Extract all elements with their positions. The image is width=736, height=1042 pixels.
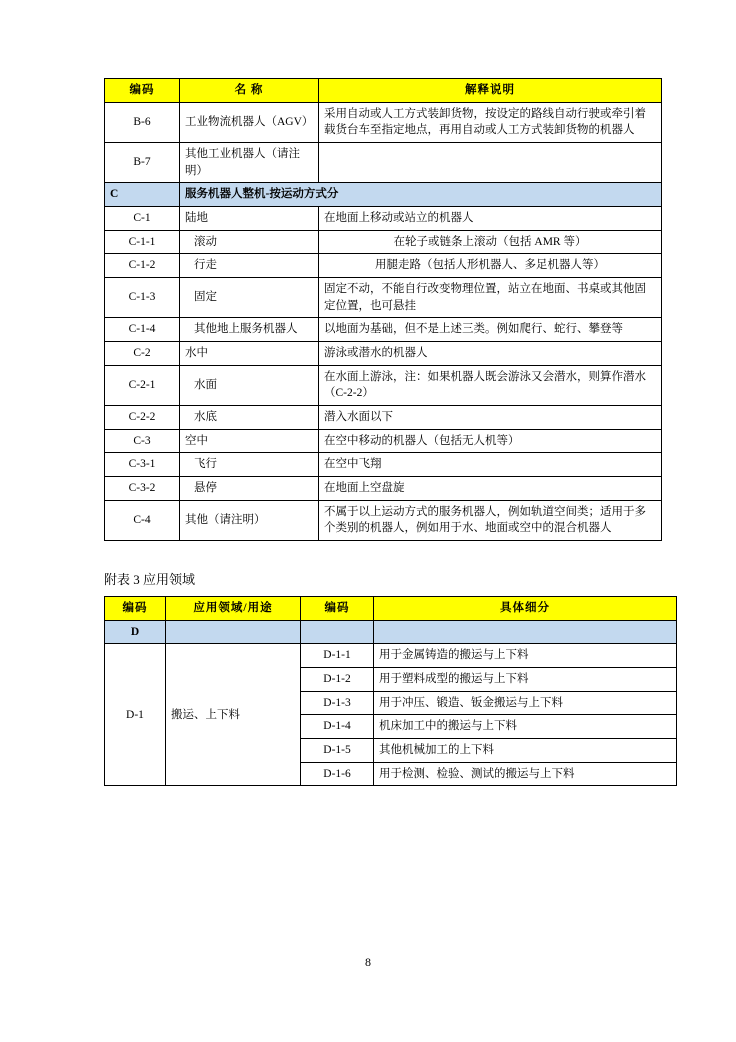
row-name: 空中 [180, 429, 319, 453]
row-description: 在水面上游泳，注：如果机器人既会游泳又会潜水，则算作潜水（C-2-2） [319, 365, 662, 405]
row-description: 在空中飞翔 [319, 453, 662, 477]
header-description: 解释说明 [319, 79, 662, 103]
section-code: C [105, 183, 180, 207]
row-code: C-1-1 [105, 230, 180, 254]
table-body [105, 597, 677, 786]
row-code: C-1-3 [105, 278, 180, 318]
row-code: C-2-1 [105, 365, 180, 405]
row-name: 水底 [180, 406, 319, 430]
table-row [105, 207, 662, 231]
row-name: 固定 [180, 278, 319, 318]
table-header-row [105, 79, 662, 103]
row-description: 在轮子或链条上滚动（包括 AMR 等） [319, 230, 662, 254]
row-detail: 用于检测、检验、测试的搬运与上下料 [374, 762, 677, 786]
group-code: D-1 [105, 644, 166, 786]
row-code: B-7 [105, 143, 180, 183]
table-row [105, 477, 662, 501]
row-detail: 用于金属铸造的搬运与上下料 [374, 644, 677, 668]
table-section-row [105, 183, 662, 207]
table3-caption: 附表 3 应用领域 [104, 572, 196, 588]
section-code: D [105, 620, 166, 644]
section-spacer [104, 541, 632, 569]
row-name: 其他（请注明） [180, 500, 319, 540]
row-subcode: D-1-2 [301, 668, 374, 692]
row-code: C-1-2 [105, 254, 180, 278]
group-area: 搬运、上下料 [166, 644, 301, 786]
row-detail: 用于冲压、锻造、钣金搬运与上下料 [374, 691, 677, 715]
row-name: 滚动 [180, 230, 319, 254]
table-row [105, 230, 662, 254]
row-subcode: D-1-5 [301, 739, 374, 763]
table-row [105, 254, 662, 278]
application-area-table [104, 596, 677, 786]
row-subcode: D-1-6 [301, 762, 374, 786]
row-code: C-1-4 [105, 318, 180, 342]
row-name: 其他地上服务机器人 [180, 318, 319, 342]
row-description: 游泳或潜水的机器人 [319, 342, 662, 366]
row-code: B-6 [105, 102, 180, 142]
row-code: C-3 [105, 429, 180, 453]
table-row [105, 429, 662, 453]
table-row [105, 143, 662, 183]
row-name: 水中 [180, 342, 319, 366]
section-detail [374, 620, 677, 644]
row-code: C-3-2 [105, 477, 180, 501]
row-description: 在地面上移动或站立的机器人 [319, 207, 662, 231]
row-subcode: D-1-1 [301, 644, 374, 668]
row-name: 水面 [180, 365, 319, 405]
robot-motion-type-table [104, 78, 662, 541]
row-name: 飞行 [180, 453, 319, 477]
table-row [105, 342, 662, 366]
table-body [105, 79, 662, 541]
row-code: C-3-1 [105, 453, 180, 477]
header-name: 名 称 [180, 79, 319, 103]
table-row [105, 644, 677, 668]
row-name: 行走 [180, 254, 319, 278]
row-name: 工业物流机器人（AGV） [180, 102, 319, 142]
table-row [105, 453, 662, 477]
row-description: 在地面上空盘旋 [319, 477, 662, 501]
header-subcode: 编码 [301, 597, 374, 621]
row-subcode: D-1-3 [301, 691, 374, 715]
page-number: 8 [365, 955, 371, 969]
table-row [105, 318, 662, 342]
row-name: 悬停 [180, 477, 319, 501]
header-code: 编码 [105, 79, 180, 103]
header-code: 编码 [105, 597, 166, 621]
section-title: 服务机器人整机-按运动方式分 [180, 183, 662, 207]
header-detail: 具体细分 [374, 597, 677, 621]
row-description: 潜入水面以下 [319, 406, 662, 430]
row-detail: 机床加工中的搬运与上下料 [374, 715, 677, 739]
row-code: C-1 [105, 207, 180, 231]
table-row [105, 365, 662, 405]
row-name: 其他工业机器人（请注明） [180, 143, 319, 183]
table-header-row [105, 597, 677, 621]
row-detail: 用于塑料成型的搬运与上下料 [374, 668, 677, 692]
table-row [105, 278, 662, 318]
row-description: 采用自动或人工方式装卸货物，按设定的路线自动行驶或牵引着载货台车至指定地点，再用自动或人工方式装卸货物的机器人 [319, 102, 662, 142]
row-detail: 其他机械加工的上下料 [374, 739, 677, 763]
table-row [105, 102, 662, 142]
header-application-area: 应用领域/用途 [166, 597, 301, 621]
row-description: 在空中移动的机器人（包括无人机等） [319, 429, 662, 453]
row-name: 陆地 [180, 207, 319, 231]
row-description: 以地面为基础，但不是上述三类。例如爬行、蛇行、攀登等 [319, 318, 662, 342]
row-code: C-4 [105, 500, 180, 540]
row-description: 不属于以上运动方式的服务机器人，例如轨道空间类；适用于多个类别的机器人，例如用于水、地面或空中的混合机器人 [319, 500, 662, 540]
table-section-row [105, 620, 677, 644]
row-subcode: D-1-4 [301, 715, 374, 739]
table-row [105, 406, 662, 430]
row-description: 用腿走路（包括人形机器人、多足机器人等） [319, 254, 662, 278]
row-description: 固定不动，不能自行改变物理位置，站立在地面、书桌或其他固定位置，也可悬挂 [319, 278, 662, 318]
row-description [319, 143, 662, 183]
table-row [105, 500, 662, 540]
section-area [166, 620, 301, 644]
section-subcode [301, 620, 374, 644]
row-code: C-2-2 [105, 406, 180, 430]
row-code: C-2 [105, 342, 180, 366]
